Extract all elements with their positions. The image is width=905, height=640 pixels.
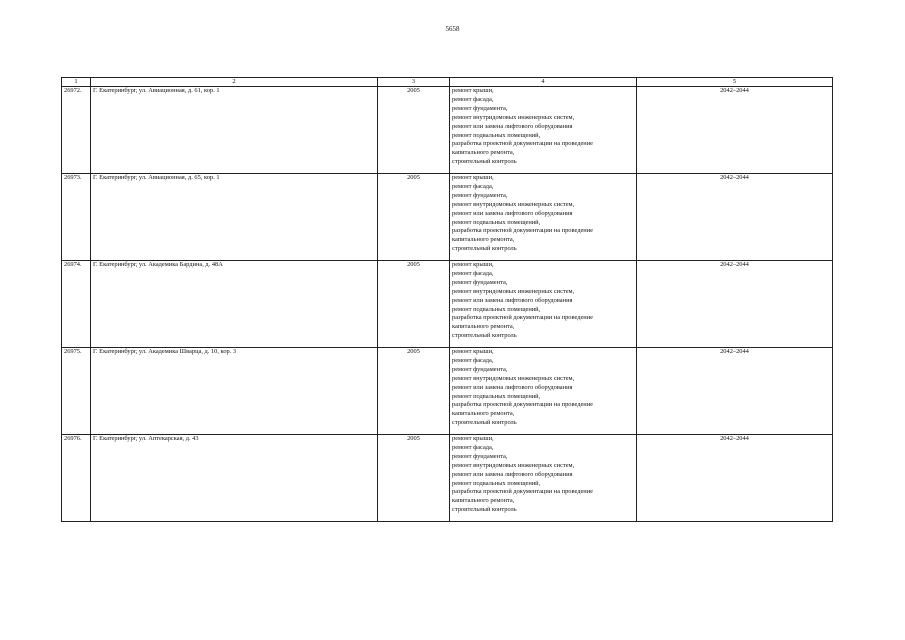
table-row <box>62 348 833 435</box>
column-header-year: 3 <box>378 78 450 87</box>
repair-period: 2042–2044 <box>637 348 833 435</box>
work-item: разработка проектной документации на проведение <box>452 401 593 409</box>
repair-works-list <box>450 174 637 261</box>
commission-year: 2005 <box>378 348 450 435</box>
repair-period: 2042–2044 <box>637 261 833 348</box>
work-item: капитального ремонта, <box>452 149 515 157</box>
work-item: ремонт или замена лифтового оборудования <box>452 209 573 217</box>
work-item: ремонт фундамента, <box>452 104 508 112</box>
column-header-period: 5 <box>637 78 833 87</box>
work-item: строительный контроль <box>452 419 517 427</box>
commission-year: 2005 <box>378 87 450 174</box>
work-item: ремонт крыши, <box>452 261 494 268</box>
commission-year: 2005 <box>378 435 450 522</box>
work-item: строительный контроль <box>452 332 517 340</box>
repair-period: 2042–2044 <box>637 87 833 174</box>
work-item: ремонт подвальных помещений, <box>452 392 541 400</box>
work-item: ремонт подвальных помещений, <box>452 305 541 313</box>
table-row <box>62 174 833 261</box>
column-header-number: 1 <box>62 78 91 87</box>
work-item: ремонт подвальных помещений, <box>452 479 541 487</box>
table-row <box>62 87 833 174</box>
work-item: ремонт подвальных помещений, <box>452 218 541 226</box>
work-item: ремонт фасада, <box>452 356 494 364</box>
column-header-address: 2 <box>91 78 378 87</box>
row-number: 26972. <box>62 87 91 174</box>
work-item: ремонт крыши, <box>452 174 494 181</box>
repair-works-list <box>450 348 637 435</box>
work-item: ремонт или замена лифтового оборудования <box>452 470 573 478</box>
building-address: Г. Екатеринбург, ул. Аптекарская, д. 43 <box>91 435 378 522</box>
work-item: ремонт внутридомовых инженерных систем, <box>452 287 575 295</box>
page-number: 5658 <box>445 25 460 33</box>
work-item: ремонт внутридомовых инженерных систем, <box>452 113 575 121</box>
work-item: разработка проектной документации на проведение <box>452 140 593 148</box>
commission-year: 2005 <box>378 261 450 348</box>
table-row <box>62 261 833 348</box>
work-item: ремонт крыши, <box>452 348 494 355</box>
work-item: ремонт внутридомовых инженерных систем, <box>452 200 575 208</box>
row-number: 26974. <box>62 261 91 348</box>
building-address: Г. Екатеринбург, ул. Академика Бардина, д. 48А <box>91 261 378 348</box>
table-row <box>62 435 833 522</box>
work-item: ремонт фундамента, <box>452 278 508 286</box>
building-address: Г. Екатеринбург, ул. Академика Шварца, д. 10, кор. 3 <box>91 348 378 435</box>
work-item: ремонт фундамента, <box>452 452 508 460</box>
column-header-works: 4 <box>450 78 637 87</box>
row-number: 26973. <box>62 174 91 261</box>
commission-year: 2005 <box>378 174 450 261</box>
repair-works-list <box>450 87 637 174</box>
repair-period: 2042–2044 <box>637 174 833 261</box>
row-number: 26975. <box>62 348 91 435</box>
work-item: ремонт или замена лифтового оборудования <box>452 296 573 304</box>
work-item: ремонт крыши, <box>452 87 494 94</box>
work-item: разработка проектной документации на проведение <box>452 227 593 235</box>
work-item: ремонт фасада, <box>452 182 494 190</box>
work-item: капитального ремонта, <box>452 236 515 244</box>
work-item: строительный контроль <box>452 245 517 253</box>
work-item: ремонт фасада, <box>452 443 494 451</box>
repair-schedule-table <box>61 77 833 522</box>
work-item: ремонт фасада, <box>452 95 494 103</box>
work-item: ремонт фасада, <box>452 269 494 277</box>
work-item: строительный контроль <box>452 506 517 514</box>
row-number: 26976. <box>62 435 91 522</box>
work-item: ремонт фундамента, <box>452 191 508 199</box>
work-item: капитального ремонта, <box>452 497 515 505</box>
work-item: капитального ремонта, <box>452 323 515 331</box>
repair-works-list <box>450 435 637 522</box>
work-item: ремонт внутридомовых инженерных систем, <box>452 461 575 469</box>
work-item: ремонт или замена лифтового оборудования <box>452 122 573 130</box>
work-item: разработка проектной документации на проведение <box>452 488 593 496</box>
repair-works-list <box>450 261 637 348</box>
work-item: строительный контроль <box>452 158 517 166</box>
work-item: ремонт внутридомовых инженерных систем, <box>452 374 575 382</box>
table-header-row <box>62 78 833 87</box>
building-address: Г. Екатеринбург, ул. Авиационная, д. 61, кор. 1 <box>91 87 378 174</box>
building-address: Г. Екатеринбург, ул. Авиационная, д. 65, кор. 1 <box>91 174 378 261</box>
work-item: ремонт фундамента, <box>452 365 508 373</box>
repair-period: 2042–2044 <box>637 435 833 522</box>
work-item: ремонт или замена лифтового оборудования <box>452 383 573 391</box>
work-item: капитального ремонта, <box>452 410 515 418</box>
work-item: ремонт крыши, <box>452 435 494 442</box>
work-item: разработка проектной документации на проведение <box>452 314 593 322</box>
work-item: ремонт подвальных помещений, <box>452 131 541 139</box>
